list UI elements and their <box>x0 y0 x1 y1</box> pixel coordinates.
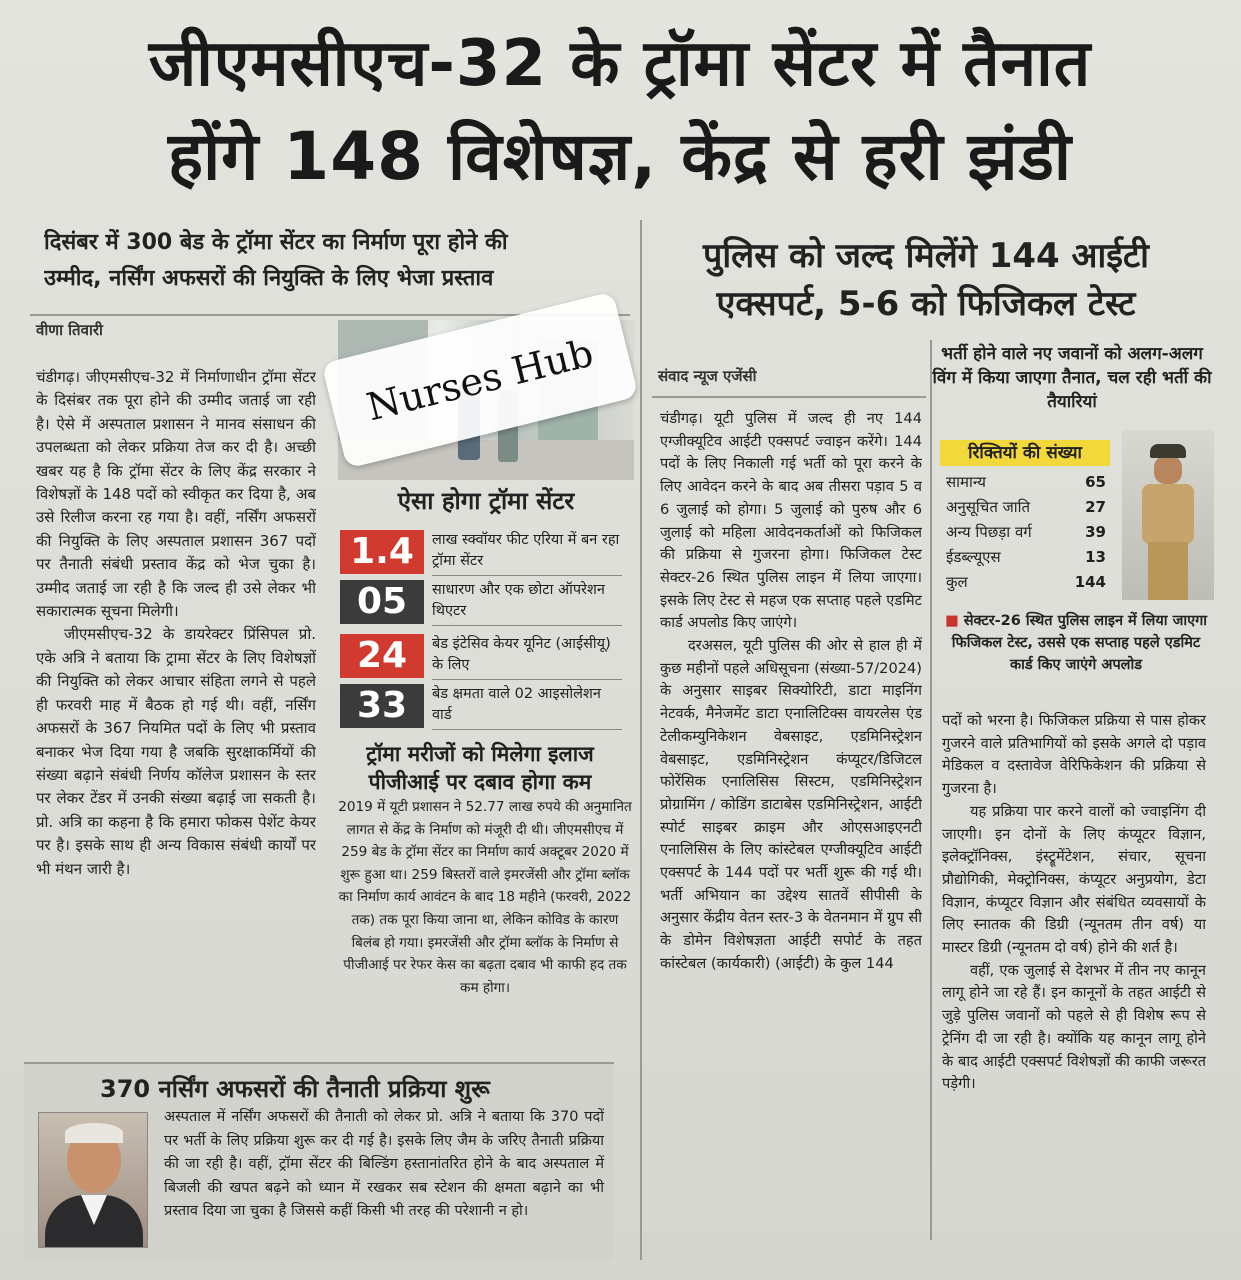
right-col2-para-3: वहीं, एक जुलाई से देशभर में तीन नए कानून लागू होने जा रहे हैं। इन कानूनों के तहत आईटी से जुड़े पुलिस जवानों को पहले से ही विशेष रूप से ट्रेनिंग दी जा रही है। क्योंकि यह कानून लागू होने के बाद आईटी एक्सपर्ट विशेषज्ञों की काफी जरूरत पड़ेगी। <box>942 961 1206 1093</box>
nursing-box-title: 370 नर्सिंग अफसरों की तैनाती प्रक्रिया शुरू <box>100 1075 490 1103</box>
vacancy-label: अनुसूचित जाति <box>946 498 1031 516</box>
middle-title-line1: ट्रॉमा मरीजों को मिलेगा इलाज <box>366 742 594 766</box>
left-subhead-line2: उम्मीद, नर्सिंग अफसरों की नियुक्ति के लिए भेजा प्रस्ताव <box>44 266 494 291</box>
vacancy-row <box>946 470 1106 494</box>
right-headline-line1: पुलिस को जल्द मिलेंगे 144 आईटी <box>703 236 1149 276</box>
photo-caption <box>940 610 1212 676</box>
fact-number: 05 <box>340 580 424 624</box>
fact-text: साधारण और एक छोटा ऑपरेशन थिएटर <box>432 580 622 626</box>
right-headline-line2: एक्सपर्ट, 5-6 को फिजिकल टेस्ट <box>716 284 1136 324</box>
fact-number: 24 <box>340 634 424 678</box>
vacancy-row <box>946 495 1106 519</box>
middle-title-line2: पीजीआई पर दबाव होगा कम <box>368 770 592 794</box>
right-col1-para-2: दरअसल, यूटी पुलिस की ओर से हाल ही में कुछ महीनों पहले अधिसूचना (संख्या-57/2024) के अनुसार साइबर सिक्योरिटी, डाटा माइनिंग नेटवर्क, मैनेजमेंट डाटा एनालिटिक्स वायरलेस एंड टेलीकम्युनिकेशन वेबसाइट, एडमिनिस्ट्रेशन वेबसाइट, एडमिनिस्ट्रेशन कंप्यूटर/डिजिटल फोरेंसिक एनालिसिस सिस्टम, एडमिनिस्ट्रेशन प्रोग्रामिंग / कोडिंग डाटाबेस एडमिनिस्ट्रेशन, आईटी स्पोर्ट साइबर क्राइम और ओएसआइएनटी एनालिसिस के लिए कांस्टेबल एग्जीक्यूटिव आईटी एक्सपर्ट के 144 पदों पर भर्ती शुरू की गई थी। भर्ती अभियान का उद्देश्य सातवें सीपीसी के अनुसार केंद्रीय वेतन स्तर-3 के वेतनमान में ग्रुप सी के डोमेन विशेषज्ञता आईटी सपोर्ट के तहत कांस्टेबल (कार्यकारी) (आईटी) के कुल 144 <box>660 637 922 972</box>
vacancy-row <box>946 570 1106 594</box>
fact-text: बेड इंटेसिव केयर यूनिट (आईसीयू) के लिए <box>432 634 622 680</box>
watermark-label: Nurses Hub <box>321 291 638 468</box>
column-divider <box>930 340 932 1240</box>
vacancy-row <box>946 520 1106 544</box>
divider <box>652 396 926 398</box>
vacancy-value: 65 <box>1085 473 1106 491</box>
right-subhead: भर्ती होने वाले नए जवानों को अलग-अलग विंग में किया जाएगा तैनात, चल रही भर्ती की तैयारियां <box>932 344 1212 412</box>
left-para-1: चंडीगढ़। जीएमसीएच-32 में निर्माणाधीन ट्रॉमा सेंटर के दिसंबर तक पूरा होने की उम्मीद जताई जा रही है। ऐसे में अस्पताल प्रशासन ने मानव संसाधन की उपलब्धता को लेकर प्रक्रिया तेज कर दी है। अच्छी खबर यह है कि ट्रॉमा सेंटर के लिए केंद्र सरकार ने विशेषज्ञों के 148 पदों को स्वीकृत कर दिया है, अब उसे रिलीज करना रह गया है। वहीं, नर्सिंग अफसरों की नियुक्ति के लिए अस्पताल प्रशासन 367 पदों पर तैनाती संबंधी प्रस्ताव केंद्र को भेज चुका है। उम्मीद जताई जा रही है कि जल्द ही उसे लेकर भी सकारात्मक सूचना मिलेगी। <box>36 368 316 621</box>
fact-item <box>340 634 616 680</box>
left-byline: वीणा तिवारी <box>36 321 103 339</box>
nursing-box-body: अस्पताल में नर्सिंग अफसरों की तैनाती को लेकर प्रो. अत्रि ने बताया कि 370 पदों पर भर्ती के लिए प्रक्रिया शुरू कर दी गई है। इसके लिए जैम के जरिए तैनाती प्रक्रिया की जा रही है। वहीं, ट्रॉमा सेंटर की बिल्डिंग हस्तानांतरित होने के बाद अस्पताल में बिजली की खपत बढ़ने को ध्यान में रखकर सब स्टेशन की क्षमता बढ़ाने का भी प्रस्ताव दिया जा चुका है जिससे कहीं किसी भी तरह की परेशानी न हो। <box>164 1109 604 1220</box>
left-para-2: जीएमसीएच-32 के डायरेक्टर प्रिंसिपल प्रो. एके अत्रि ने बताया कि ट्रामा सेंटर के लिए विशेषज्ञों की नियुक्ति को लेकर आचार संहिता लगने से पहले ही फरवरी माह में बैठक हो गई थी। वहीं, नर्सिंग अफसरों के 367 नियमित पदों के लिए भी प्रस्ताव बनाकर भेज दिया गया है जबकि सुरक्षाकर्मियों की संख्या बढ़ाने संबंधी निर्णय कॉलेज प्रशासन के स्तर पर लेकर टेंडर में उनकी संख्या बढ़ाई जा सकती है। प्रो. अत्रि का कहना है कि हमारा फोकस पेशेंट केयर पर है। इसके साथ ही अन्य विकास संबंधी कार्यों पर भी मंथन जारी है। <box>36 625 316 878</box>
factbox-title: ऐसा होगा ट्रॉमा सेंटर <box>397 487 575 515</box>
fact-number: 33 <box>340 684 424 728</box>
fact-text: लाख स्क्वॉयर फीट एरिया में बन रहा ट्रॉमा सेंटर <box>432 530 622 576</box>
vacancy-label: अन्य पिछड़ा वर्ग <box>946 523 1032 541</box>
vacancy-value: 27 <box>1085 498 1106 516</box>
vacancy-row <box>946 545 1106 569</box>
right-col2-para-2: यह प्रक्रिया पार करने वालों को ज्वाइनिंग दी जाएगी। इन दोनों के लिए कंप्यूटर विज्ञान, इलेक्ट्रॉनिक्स, इंस्ट्रूमेंटेशन, संचार, सूचना प्रौद्योगिकी, मेक्ट्रोनिक्स, कंप्यूटर अनुप्रयोग, डेटा विज्ञान, कंप्यूटर विज्ञान और संबंधित व्यवसायों के लिए स्नातक की डिग्री (न्यूनतम तीन वर्ष) या मास्टर डिग्री (न्यूनतम दो वर्ष) होने की शर्त है। <box>942 802 1206 957</box>
vacancy-value: 144 <box>1074 573 1106 591</box>
caption-text: सेक्टर-26 स्थित पुलिस लाइन में लिया जाएगा फिजिकल टेस्ट, उससे एक सप्ताह पहले एडमिट कार्ड किए जाएंगे अपलोड <box>951 613 1208 673</box>
column-divider <box>640 220 642 1260</box>
right-col2-para-1: पदों को भरना है। फिजिकल प्रक्रिया से पास होकर गुजरने वाले प्रतिभागियों को इसके अगले दो पड़ाव मेडिकल व दस्तावेज वेरिफिकेशन की प्रक्रिया से गुजरना है। <box>942 712 1206 798</box>
vacancy-value: 13 <box>1085 548 1106 566</box>
vacancy-label: कुल <box>946 573 968 591</box>
left-subhead-line1: दिसंबर में 300 बेड के ट्रॉमा सेंटर का निर्माण पूरा होने की <box>44 230 508 255</box>
vacancy-title: रिक्तियों की संख्या <box>940 440 1110 466</box>
vacancy-label: ईडब्ल्यूएस <box>946 548 1001 566</box>
fact-item <box>340 684 616 730</box>
fact-item <box>340 580 616 626</box>
caption-bullet-icon: ■ <box>944 613 964 629</box>
fact-text: बेड क्षमता वाले 02 आइसोलेशन वार्ड <box>432 684 622 730</box>
vacancy-label: सामान्य <box>946 473 987 491</box>
right-byline: संवाद न्यूज एजेंसी <box>658 367 757 385</box>
police-officer-photo <box>1122 430 1214 600</box>
vacancy-value: 39 <box>1085 523 1106 541</box>
fact-item <box>340 530 620 576</box>
main-headline-line2: होंगे 148 विशेषज्ञ, केंद्र से हरी झंडी <box>168 118 1072 195</box>
middle-story-body: 2019 में यूटी प्रशासन ने 52.77 लाख रुपये की अनुमानित लागत से केंद्र के निर्माण को मंजूरी दी थी। जीएमसीएच में 259 बेड के ट्रॉमा सेंटर का निर्माण कार्य अक्टूबर 2020 में शुरू हुआ था। 259 बिस्तरों वाले इमरजेंसी और ट्रॉमा ब्लॉक का निर्माण कार्य आवंटन के बाद 18 महीने (फरवरी, 2022 तक) तक पूरा किया जाना था, लेकिन कोविड के कारण बिलंब हो गया। इमरजेंसी और ट्रॉमा ब्लॉक के निर्माण से पीजीआई पर रेफर केस का बढ़ता दबाव भी काफी हद तक कम होगा। <box>338 799 632 996</box>
main-headline-line1: जीएमसीएच-32 के ट्रॉमा सेंटर में तैनात <box>148 27 1092 101</box>
right-col2 <box>942 710 1206 1240</box>
director-portrait <box>38 1112 148 1248</box>
right-col1-para-1: चंडीगढ़। यूटी पुलिस में जल्द ही नए 144 एग्जीक्यूटिव आईटी एक्सपर्ट ज्वाइन करेंगे। 144 पदों के लिए निकाली गई भर्ती को पूरा करने के लिए आवेदन करने के बाद अब तीसरा पड़ाव 5 व 6 जुलाई को होगा। 5 जुलाई को पुरुष और 6 जुलाई को महिला आवेदनकर्ताओं को फिजिकल की प्रक्रिया से गुजरना होगा। फिजिकल टेस्ट सेक्टर-26 स्थित पुलिस लाइन में लिया जाएगा। इसके लिए टेस्ट से महज एक सप्ताह पहले एडमिट कार्ड अपलोड किए जाएंगे। <box>660 410 922 632</box>
right-col1 <box>660 408 922 1236</box>
left-story-body <box>36 366 316 1056</box>
fact-number: 1.4 <box>340 530 424 574</box>
